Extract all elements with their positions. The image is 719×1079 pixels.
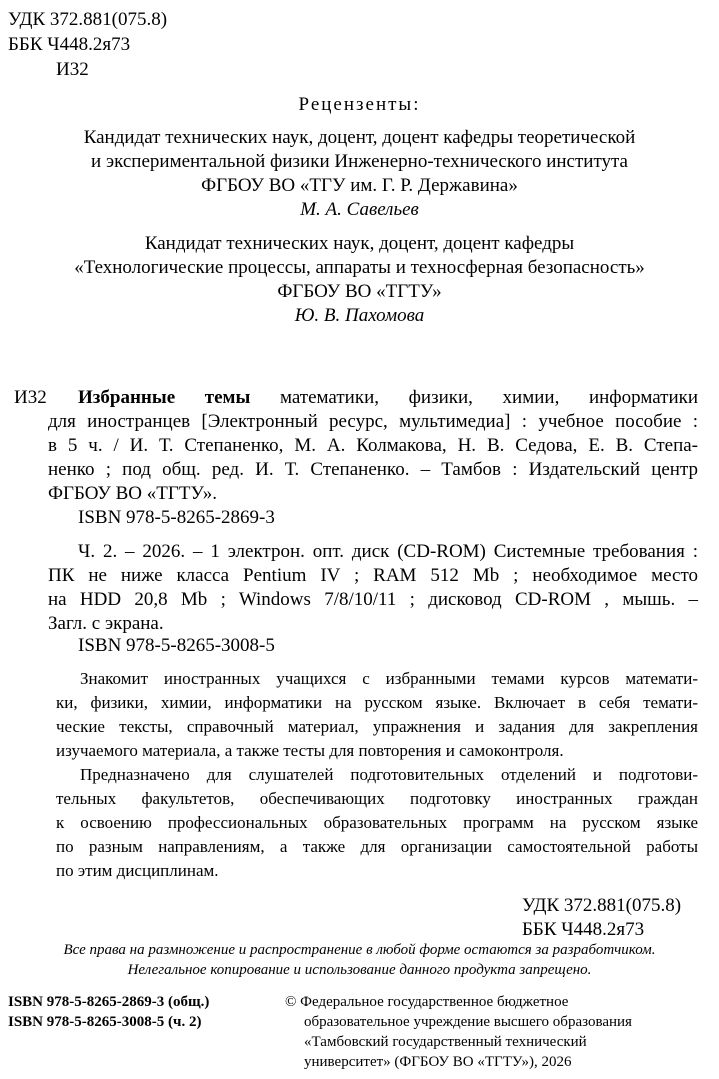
footer-udk-code: УДК 372.881(075.8) <box>522 895 682 916</box>
bib-line-3: в 5 ч. / И. Т. Степаненко, М. А. Колмакова, Н. В. Седова, Е. В. Степа- <box>48 435 698 456</box>
bib-author-sign: И32 <box>14 387 47 408</box>
reviewer-2-name: Ю. В. Пахомова <box>294 305 425 326</box>
annotation-1-line-2: ки, физики, химии, информатики на русском языке. Включает в себя темати- <box>56 693 698 712</box>
copyright-line-4: университет» (ФГБОУ ВО «ТГТУ»), 2026 <box>304 1054 572 1070</box>
bib-isbn-general: ISBN 978-5-8265-2869-3 <box>78 507 275 528</box>
annotation-2-line-4: по разным направлениям, а также для организации самостоятельной работы <box>56 837 698 856</box>
isbn-general: ISBN 978-5-8265-2869-3 (общ.) <box>8 994 210 1010</box>
udk-code: УДК 372.881(075.8) <box>8 9 168 30</box>
isbn-part: ISBN 978-5-8265-3008-5 (ч. 2) <box>8 1014 202 1030</box>
rights-notice-line-1: Все права на размножение и распространение в любой форме остаются за разработчиком. <box>63 942 656 958</box>
reviewer-2-line-3: ФГБОУ ВО «ТГТУ» <box>277 281 442 302</box>
reviewer-2-line-2: «Технологические процессы, аппараты и техносферная безопасность» <box>74 257 645 278</box>
annotation-2-line-2: тельных факультетов, обеспечивающих подготовку иностранных граждан <box>56 789 698 808</box>
bib-part-line-2: ПК не ниже класса Pentium IV ; RAM 512 Mb ; необходимое место <box>48 565 698 586</box>
bib-part-line-1: Ч. 2. – 2026. – 1 электрон. опт. диск (CD-ROM) Системные требования : <box>78 541 698 562</box>
copyright-line-1: © Федеральное государственное бюджетное <box>285 994 569 1010</box>
copyright-line-3: «Тамбовский государственный технический <box>304 1034 587 1050</box>
copyright-line-2: образовательное учреждение высшего образования <box>304 1014 632 1030</box>
bib-isbn-part: ISBN 978-5-8265-3008-5 <box>78 635 275 656</box>
annotation-1-line-4: изучаемого материала, а также тесты для повторения и самоконтроля. <box>56 741 564 760</box>
rights-notice-line-2: Нелегальное копирование и использование данного продукта запрещено. <box>127 962 592 978</box>
bib-line-4: ненко ; под общ. ред. И. Т. Степаненко. – Тамбов : Издательский центр <box>48 459 698 480</box>
bib-title-bold: Избранные темы <box>78 387 251 408</box>
bib-title-line <box>78 386 698 409</box>
bib-title-rest: математики, физики, химии, информатики <box>279 387 699 408</box>
reviewers-title: Рецензенты: <box>298 94 421 115</box>
reviewer-1-name: М. А. Савельев <box>300 199 419 220</box>
bbk-code: ББК Ч448.2я73 <box>8 34 131 55</box>
bib-line-2: для иностранцев [Электронный ресурс, мультимедиа] : учебное пособие : <box>48 411 698 432</box>
author-sign: И32 <box>56 59 89 80</box>
reviewer-1-line-2: и экспериментальной физики Инженерно-технического института <box>91 151 628 172</box>
reviewer-2-line-1: Кандидат технических наук, доцент, доцент кафедры <box>144 233 575 254</box>
bib-line-5: ФГБОУ ВО «ТГТУ». <box>48 483 217 504</box>
bib-part-line-3: на HDD 20,8 Mb ; Windows 7/8/10/11 ; дисковод CD-ROM , мышь. – <box>48 589 698 610</box>
reviewer-1-line-1: Кандидат технических наук, доцент, доцент кафедры теоретической <box>83 127 636 148</box>
annotation-1-line-1: Знакомит иностранных учащихся с избранными темами курсов математи- <box>80 669 698 688</box>
annotation-2-line-3: к освоению профессиональных образовательных программ на русском языке <box>56 813 698 832</box>
annotation-2-line-5: по этим дисциплинам. <box>56 861 219 880</box>
footer-bbk-code: ББК Ч448.2я73 <box>522 919 645 940</box>
annotation-1-line-3: ческие тексты, справочный материал, упражнения и задания для закрепления <box>56 717 698 736</box>
reviewer-1-line-3: ФГБОУ ВО «ТГУ им. Г. Р. Державина» <box>201 175 518 196</box>
bib-part-line-4: Загл. с экрана. <box>48 613 164 634</box>
annotation-2-line-1: Предназначено для слушателей подготовительных отделений и подготови- <box>80 765 698 784</box>
